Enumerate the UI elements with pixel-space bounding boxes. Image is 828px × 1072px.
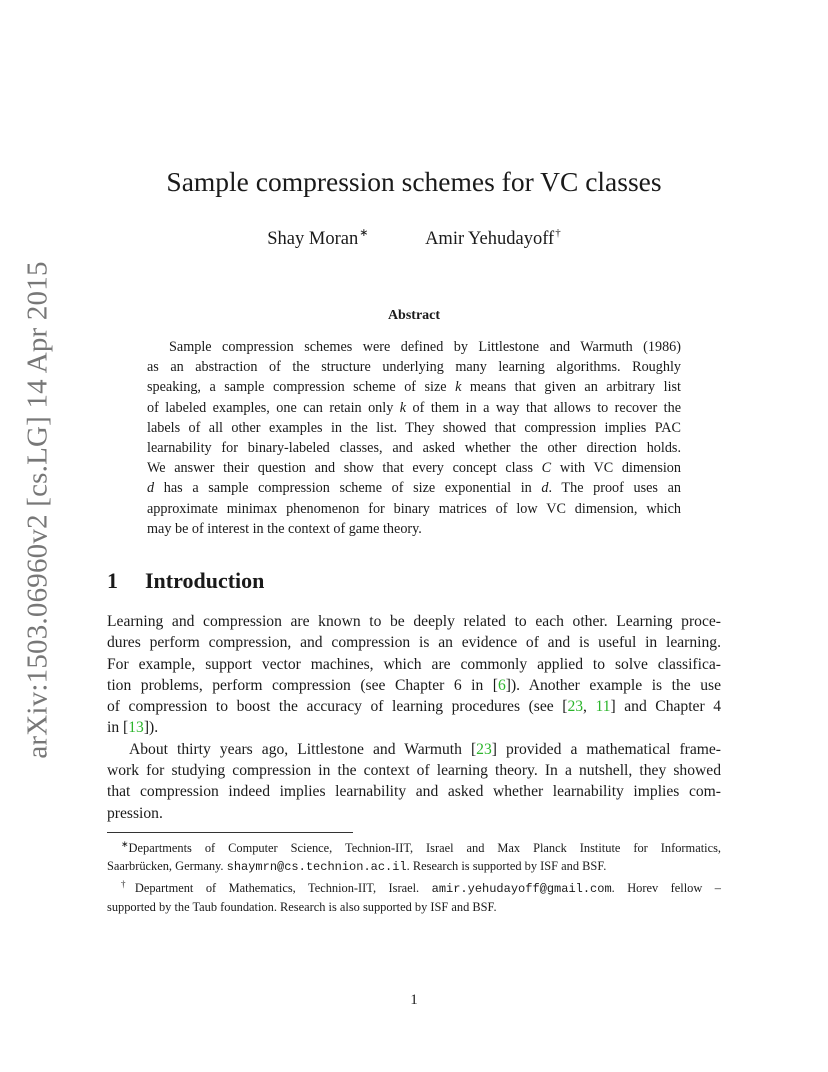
- footnotes: [107, 836, 721, 916]
- author-footnote-mark: †: [555, 227, 561, 239]
- abstract-line: speaking, a sample compression scheme of size k means that given an arbitrary list: [147, 379, 681, 396]
- body-line: work for studying compression in the context of learning theory. In a nutshell, they showed: [107, 762, 721, 780]
- body-line: tion problems, perform compression (see Chapter 6 in [6]). Another example is the use: [107, 676, 721, 694]
- citation-link[interactable]: 23: [567, 698, 584, 716]
- abstract-line: learnability for binary-labeled classes, and asked whether the other direction holds.: [147, 440, 681, 457]
- abstract-line: of labeled examples, one can retain only k of them in a way that allows to recover the: [147, 399, 681, 416]
- abstract-line: as an abstraction of the structure underlying many learning algorithms. Roughly: [147, 359, 681, 376]
- math-variable: d: [147, 480, 155, 497]
- body-line: About thirty years ago, Littlestone and Warmuth [23] provided a mathematical frame-: [129, 740, 721, 758]
- body-line: Learning and compression are known to be deeply related to each other. Learning proce-: [107, 613, 721, 630]
- math-variable: C: [541, 460, 552, 477]
- author-2: [425, 227, 561, 250]
- section-title: Introduction: [145, 568, 265, 593]
- citation-link[interactable]: 13: [128, 719, 144, 737]
- footnote-mark: †: [121, 879, 135, 889]
- abstract-heading: Abstract: [387, 308, 441, 323]
- author-name: Shay Moran: [267, 229, 359, 249]
- body-line: that compression indeed implies learnability and asked whether learnability implies com-: [107, 783, 721, 801]
- footnote-line: Saarbrücken, Germany. shaymrn@cs.technion.ac.il. Research is supported by ISF and BSF.: [107, 858, 607, 874]
- page-number: 1: [410, 992, 418, 1008]
- abstract-line: may be of interest in the context of game theory.: [147, 520, 422, 537]
- introduction-body: [107, 611, 721, 824]
- author-footnote-mark: ∗: [359, 227, 369, 239]
- abstract-line: d has a sample compression scheme of size exponential in d. The proof uses an: [147, 480, 682, 497]
- math-variable: d: [541, 480, 549, 497]
- abstract-line: We answer their question and show that every concept class C with VC dimension: [147, 460, 681, 477]
- author-name: Amir Yehudayoff: [425, 229, 555, 249]
- math-variable: k: [399, 399, 407, 416]
- section-number: 1: [107, 568, 118, 593]
- email-address[interactable]: shaymrn@cs.technion.ac.il: [226, 859, 407, 874]
- footnote-mark: ∗: [121, 839, 129, 849]
- abstract-line: approximate minimax phenomenon for binary matrices of low VC dimension, which: [147, 500, 681, 517]
- citation-link[interactable]: 11: [595, 698, 611, 716]
- body-line: dures perform compression, and compression is an evidence of and is useful in learning.: [107, 634, 721, 652]
- body-line: For example, support vector machines, which are commonly applied to solve classifica-: [107, 655, 721, 673]
- citation-link[interactable]: 23: [476, 740, 492, 758]
- section-heading: [107, 568, 264, 594]
- paper-title: Sample compression schemes for VC classes: [166, 166, 662, 197]
- email-address[interactable]: amir.yehudayoff@gmail.com: [431, 882, 612, 896]
- abstract-line: Sample compression schemes were defined by Littlestone and Warmuth (1986): [169, 339, 681, 355]
- footnote-line: supported by the Taub foundation. Research is also supported by ISF and BSF.: [107, 899, 497, 914]
- body-line: pression.: [107, 804, 163, 822]
- author-1: [267, 226, 368, 250]
- body-line: of compression to boost the accuracy of learning procedures (see [23, 11] and Chapter 4: [107, 698, 722, 716]
- footnote-divider: [107, 832, 353, 833]
- footnote-line: ∗Departments of Computer Science, Technion-IIT, Israel and Max Planck Institute for Informatics,: [121, 839, 721, 855]
- abstract-text: [147, 337, 681, 539]
- footnote-line: †Department of Mathematics, Technion-IIT, Israel. amir.yehudayoff@gmail.com. Horev fellow –: [121, 879, 721, 896]
- abstract-line: labels of all other examples in the list. They showed that compression implies PAC: [147, 419, 681, 436]
- arxiv-identifier-stamp: arXiv:1503.06960v2 [cs.LG] 14 Apr 2015: [21, 261, 54, 759]
- citation-link[interactable]: 6: [498, 676, 506, 694]
- author-list: [0, 226, 828, 250]
- body-line: in [13]).: [107, 719, 159, 737]
- math-variable: k: [455, 379, 462, 396]
